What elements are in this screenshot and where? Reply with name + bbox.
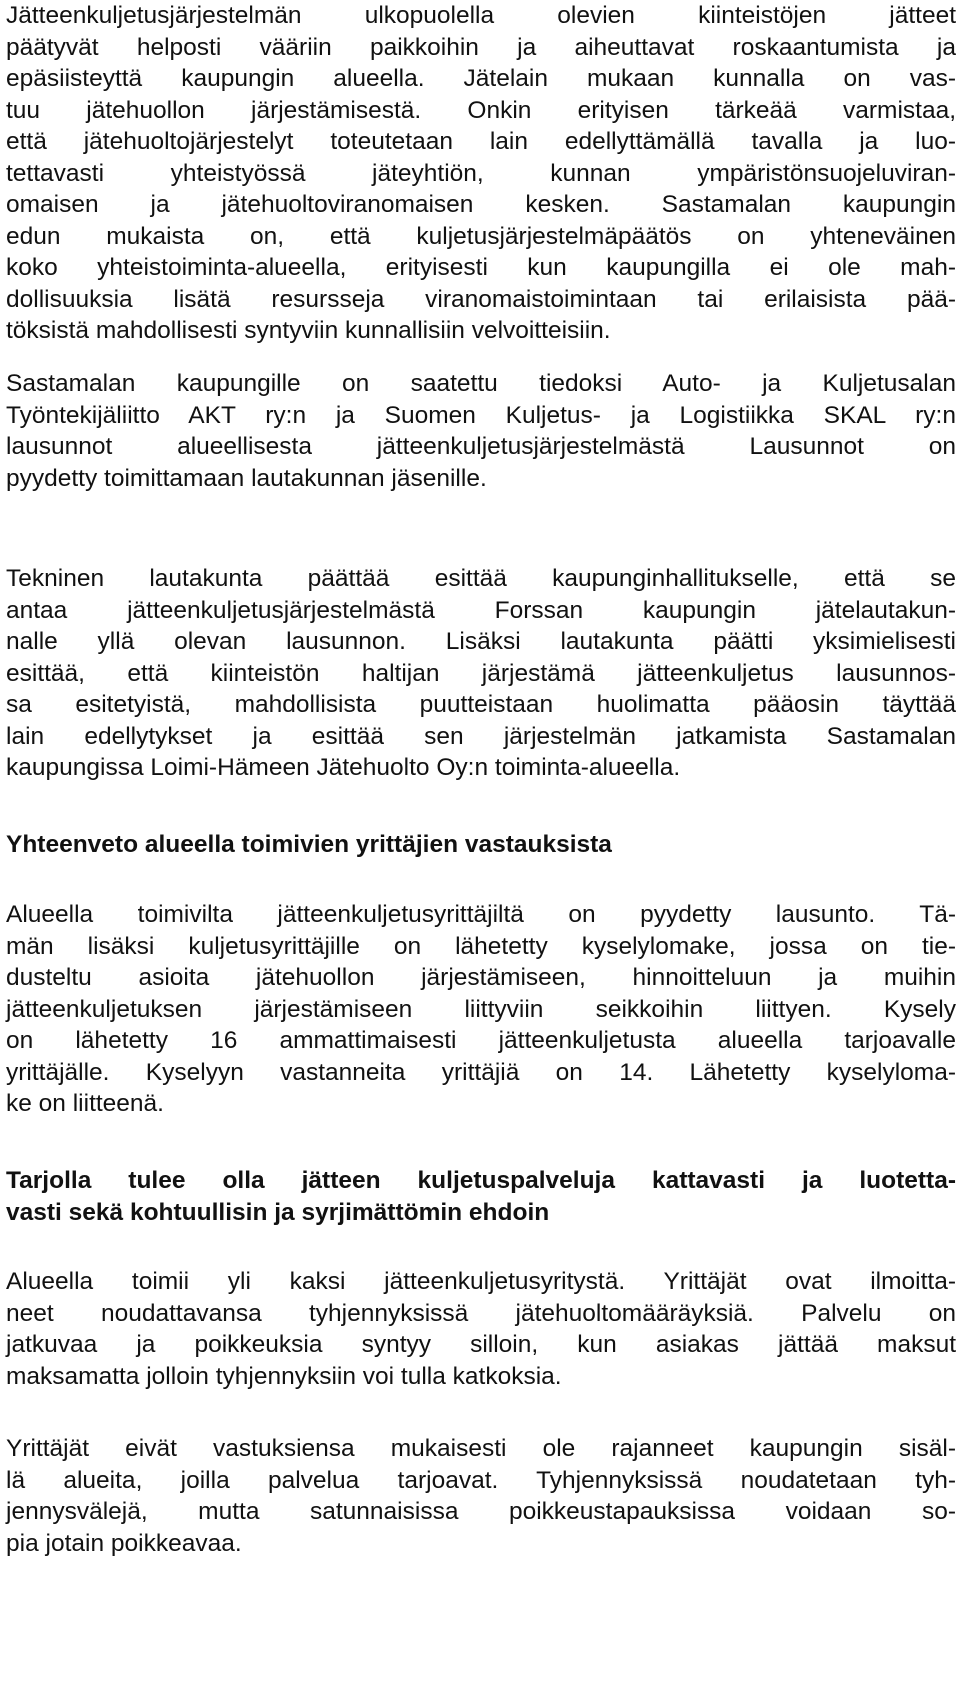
text-line: omaisen ja jätehuoltoviranomaisen kesken. Sastamalan kaupungin xyxy=(6,191,956,218)
text-line: edun mukaista on, että kuljetusjärjestelmäpäätös on yhteneväinen xyxy=(6,222,956,250)
section-heading-service-availability xyxy=(6,1165,956,1228)
text-line: töksistä mahdollisesti syntyviin kunnallisiin velvoitteisiin. xyxy=(6,317,611,344)
text-line: Työntekijäliitto AKT ry:n ja Suomen Kuljetus- ja Logistiikka SKAL ry:n xyxy=(6,401,956,429)
text-line: jätteenkuljetuksen järjestämiseen liittyviin seikkoihin liittyen. Kysely xyxy=(6,995,956,1023)
text-line: pyydetty toimittamaan lautakunnan jäsenille. xyxy=(6,464,487,492)
paragraph-survey xyxy=(6,899,956,1120)
text-line: on lähetetty 16 ammattimaisesti jätteenkuljetusta alueella tarjoavalle xyxy=(6,1027,956,1054)
text-line: yrittäjälle. Kyselyyn vastanneita yrittäjiä on 14. Lähetetty kyselyloma- xyxy=(6,1058,956,1086)
text-line: päätyvät helposti vääriin paikkoihin ja aiheuttavat roskaantumista ja xyxy=(6,33,956,61)
section-heading-summary xyxy=(6,829,956,861)
text-line: esittää, että kiinteistön haltijan järjestämä jätteenkuljetus lausunnos- xyxy=(6,659,956,687)
text-line: maksamatta jolloin tyhjennyksiin voi tulla katkoksia. xyxy=(6,1362,562,1390)
text-line: Yrittäjät eivät vastuksiensa mukaisesti ole rajanneet kaupungin sisäl- xyxy=(6,1435,956,1462)
text-line: pia jotain poikkeavaa. xyxy=(6,1529,242,1557)
paragraph-service-areas xyxy=(6,1433,956,1559)
heading-line: Yhteenveto alueella toimivien yrittäjien vastauksista xyxy=(6,831,612,858)
text-line: jatkuvaa ja poikkeuksia syntyy silloin, kun asiakas jättää maksut xyxy=(6,1331,956,1358)
text-line: Tekninen lautakunta päättää esittää kaupunginhallitukselle, että se xyxy=(6,565,956,592)
text-line: Sastamalan kaupungille on saatettu tiedoksi Auto- ja Kuljetusalan xyxy=(6,370,956,397)
text-line: lä alueita, joilla palvelua tarjoavat. Tyhjennyksissä noudatetaan tyh- xyxy=(6,1466,956,1494)
text-line: nalle yllä olevan lausunnon. Lisäksi lautakunta päätti yksimielisesti xyxy=(6,628,956,655)
paragraph-statements-notice xyxy=(6,368,956,494)
paragraph-board-decision xyxy=(6,563,956,784)
paragraph-service-providers xyxy=(6,1266,956,1392)
text-line: dollisuuksia lisätä resursseja viranomaistoimintaan tai erilaisista pää- xyxy=(6,285,956,313)
text-line: jennysvälejä, mutta satunnaisissa poikkeustapauksissa voidaan so- xyxy=(6,1498,956,1525)
text-line: antaa jätteenkuljetusjärjestelmästä Forssan kaupungin jätelautakun- xyxy=(6,596,956,624)
text-line: män lisäksi kuljetusyrittäjille on lähetetty kyselylomake, jossa on tie- xyxy=(6,932,956,960)
heading-line: vasti sekä kohtuullisin ja syrjimättömin ehdoin xyxy=(6,1198,550,1226)
text-line: epäsiisteyttä kaupungin alueella. Jätelain mukaan kunnalla on vas- xyxy=(6,65,956,92)
heading-line: Tarjolla tulee olla jätteen kuljetuspalveluja kattavasti ja luotetta- xyxy=(6,1167,956,1194)
text-line: neet noudattavansa tyhjennyksissä jätehuoltomääräyksiä. Palvelu on xyxy=(6,1299,956,1327)
text-line: lausunnot alueellisesta jätteenkuljetusjärjestelmästä Lausunnot on xyxy=(6,433,956,460)
paragraph-waste-management-responsibility xyxy=(6,0,956,347)
text-line: Alueella toimii yli kaksi jätteenkuljetusyritystä. Yrittäjät ovat ilmoitta- xyxy=(6,1268,956,1295)
text-line: koko yhteistoiminta-alueella, erityisesti kun kaupungilla ei ole mah- xyxy=(6,254,956,281)
text-line: sa esitetyistä, mahdollisista puutteistaan huolimatta pääosin täyttää xyxy=(6,691,956,718)
text-line: ke on liitteenä. xyxy=(6,1090,164,1117)
text-line: tettavasti yhteistyössä jäteyhtiön, kunnan ympäristönsuojeluviran- xyxy=(6,159,956,187)
text-line: lain edellytykset ja esittää sen järjestelmän jatkamista Sastamalan xyxy=(6,722,956,750)
text-line: Jätteenkuljetusjärjestelmän ulkopuolella olevien kiinteistöjen jätteet xyxy=(6,2,956,29)
text-line: että jätehuoltojärjestelyt toteutetaan lain edellyttämällä tavalla ja luo- xyxy=(6,128,956,155)
text-line: dusteltu asioita jätehuollon järjestämiseen, hinnoitteluun ja muihin xyxy=(6,964,956,991)
text-line: kaupungissa Loimi-Hämeen Jätehuolto Oy:n toiminta-alueella. xyxy=(6,754,681,781)
text-line: Alueella toimivilta jätteenkuljetusyrittäjiltä on pyydetty lausunto. Tä- xyxy=(6,901,956,928)
text-line: tuu jätehuollon järjestämisestä. Onkin erityisen tärkeää varmistaa, xyxy=(6,96,956,124)
